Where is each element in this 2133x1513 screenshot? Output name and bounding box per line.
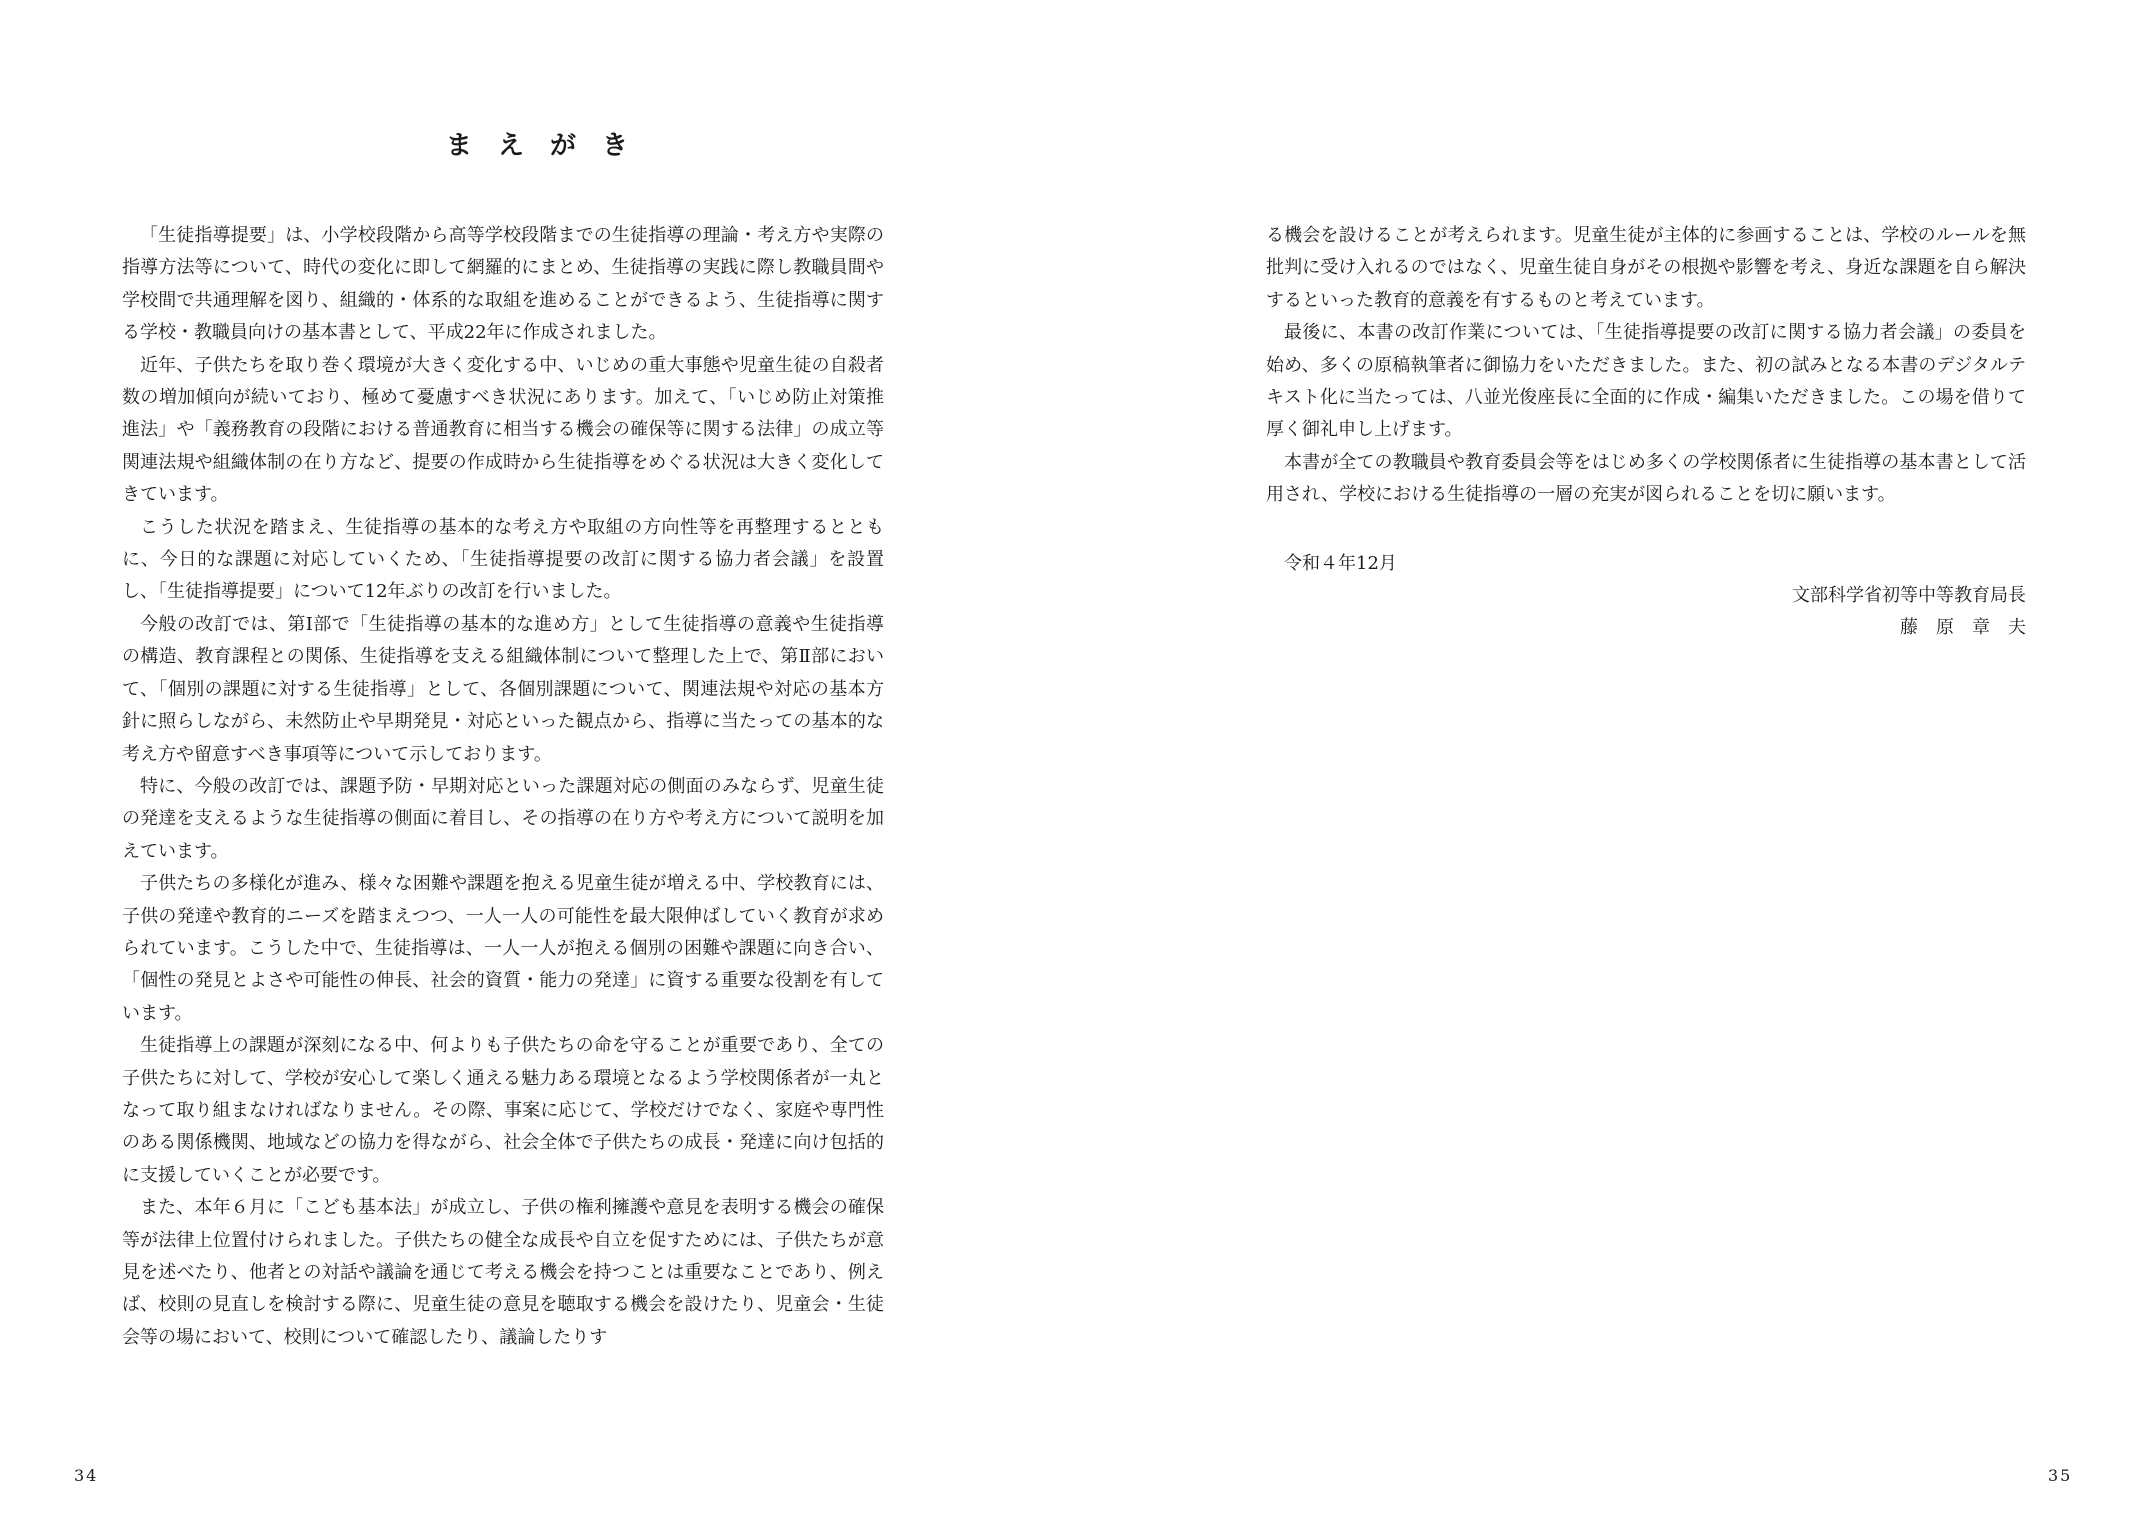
paragraph: また、本年６月に「こども基本法」が成立し、子供の権利擁護や意見を表明する機会の確保等が法律上位置付けられました。子供たちの健全な成長や自立を促すためには、子供たちが意見を述べたり、他者との対話や議論を通じて考える機会を持つことは重要なことであり、例えば、校則の見直しを検討する際に、児童生徒の意見を聴取する機会を設けたり、児童会・生徒会等の場において、校則について確認したり、議論したりす xyxy=(122,1197,884,1348)
page-title: まえがき xyxy=(445,131,654,161)
left-page xyxy=(0,0,1066,1513)
paragraph: 特に、今般の改訂では、課題予防・早期対応といった課題対応の側面のみならず、児童生徒の発達を支えるような生徒指導の側面に着目し、その指導の在り方や考え方について説明を加えています。 xyxy=(122,775,884,862)
left-body-text xyxy=(122,220,884,1354)
date-line: 令和４年12月 xyxy=(1284,553,1397,574)
signature-block xyxy=(1266,580,2044,650)
paragraph: 「生徒指導提要」は、小学校段階から高等学校段階までの生徒指導の理論・考え方や実際の指導方法等について、時代の変化に即して網羅的にまとめ、生徒指導の実践に際し教職員間や学校間で共通理解を図り、組織的・体系的な取組を進めることができるよう、生徒指導に関する学校・教職員向けの基本書として、平成22年に作成されました。 xyxy=(122,225,884,344)
paragraph: 最後に、本書の改訂作業については、「生徒指導提要の改訂に関する協力者会議」の委員を始め、多くの原稿執筆者に御協力をいただきました。また、初の試みとなる本書のデジタルテキスト化に当たっては、八並光俊座長に全面的に作成・編集いただきました。この場を借りて厚く御礼申し上げます。 xyxy=(1266,322,2026,441)
page-number: 34 xyxy=(74,1466,99,1485)
right-page xyxy=(1066,0,2132,1513)
paragraph-continuation: る機会を設けることが考えられます。児童生徒が主体的に参画することは、学校のルールを無批判に受け入れるのではなく、児童生徒自身がその根拠や影響を考え、身近な課題を自ら解決するといった教育的意義を有するものと考えています。 xyxy=(1266,225,2026,311)
page-number: 35 xyxy=(2048,1466,2073,1485)
paragraph: 生徒指導上の課題が深刻になる中、何よりも子供たちの命を守ることが重要であり、全ての子供たちに対して、学校が安心して楽しく通える魅力ある環境となるよう学校関係者が一丸となって取り組まなければなりません。その際、事案に応じて、学校だけでなく、家庭や専門性のある関係機関、地域などの協力を得ながら、社会全体で子供たちの成長・発達に向け包括的に支援していくことが必要です。 xyxy=(122,1035,884,1186)
paragraph: 子供たちの多様化が進み、様々な困難や課題を抱える児童生徒が増える中、学校教育には、子供の発達や教育的ニーズを踏まえつつ、一人一人の可能性を最大限伸ばしていく教育が求められています。こうした中で、生徒指導は、一人一人が抱える個別の困難や課題に向き合い、「個性の発見とよさや可能性の伸長、社会的資質・能力の発達」に資する重要な役割を有しています。 xyxy=(122,873,884,1024)
paragraph: こうした状況を踏まえ、生徒指導の基本的な考え方や取組の方向性等を再整理するとともに、今日的な課題に対応していくため、「生徒指導提要の改訂に関する協力者会議」を設置し、「生徒指導提要」について12年ぶりの改訂を行いました。 xyxy=(122,516,884,603)
paragraph: 今般の改訂では、第Ⅰ部で「生徒指導の基本的な進め方」として生徒指導の意義や生徒指導の構造、教育課程との関係、生徒指導を支える組織体制について整理した上で、第Ⅱ部において、「個別の課題に対する生徒指導」として、各個別課題について、関連法規や対応の基本方針に照らしながら、未然防止や早期発見・対応といった観点から、指導に当たっての基本的な考え方や留意すべき事項等について示しております。 xyxy=(122,613,884,765)
signer-organization: 文部科学省初等中等教育局長 xyxy=(1792,585,2026,606)
right-body-text xyxy=(1266,220,2026,512)
paragraph: 本書が全ての教職員や教育委員会等をはじめ多くの学校関係者に生徒指導の基本書として活用され、学校における生徒指導の一層の充実が図られることを切に願います。 xyxy=(1266,451,2026,506)
paragraph: 近年、子供たちを取り巻く環境が大きく変化する中、いじめの重大事態や児童生徒の自殺者数の増加傾向が続いており、極めて憂慮すべき状況にあります。加えて、「いじめ防止対策推進法」や「義務教育の段階における普通教育に相当する機会の確保等に関する法律」の成立等関連法規や組織体制の在り方など、提要の作成時から生徒指導をめぐる状況は大きく変化してきています。 xyxy=(122,354,884,506)
signer-name: 藤原章夫 xyxy=(1900,617,2044,638)
